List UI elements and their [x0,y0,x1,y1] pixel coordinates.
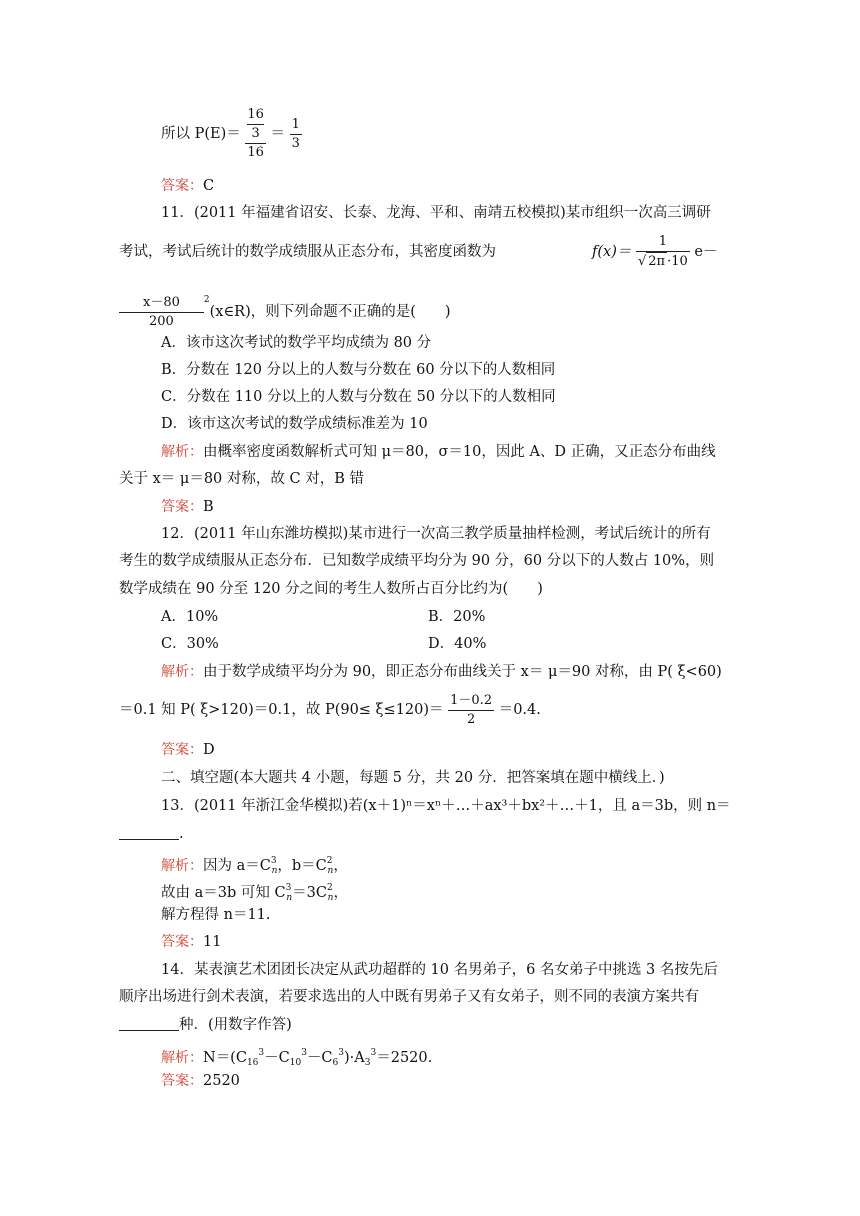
q12-fraction [448,692,494,729]
q13-line2 [119,824,184,844]
q13-analysis-line3: 解方程得 n＝11. [161,907,271,923]
q12-option-d: D．40% [428,636,487,652]
exponent-square: 2 [203,295,210,305]
exponent-fraction [119,294,204,331]
answer-value: D [203,742,215,758]
q11-analysis-line2: 关于 x＝ μ＝80 对称，故 C 对，B 错 [119,471,364,487]
answer-label: 答案： [161,934,203,950]
q11-analysis-line1 [161,442,716,462]
answer-value: C [203,178,215,194]
answer-c-line [161,176,214,196]
q12-line3: 数学成绩在 90 分至 120 分之间的考生人数所占百分比约为( ) [119,581,543,597]
sub: 10 [289,1058,302,1068]
sup: 3 [258,1048,265,1058]
q11-option-a: A．该市这次考试的数学平均成绩为 80 分 [161,335,432,351]
q14-line2: 顺序出场进行剑术表演，若要求选出的人中既有男弟子又有女弟子，则不同的表演方案共有 [119,989,699,1005]
answer-label: 答案： [161,178,203,194]
answer-value: B [203,499,214,515]
exponent-num: x－80 [119,294,204,313]
p-e-prefix: 所以 P(E)＝ [161,126,241,142]
q14-line3-tail: 种．(用数字作答) [179,1017,292,1033]
frac-den: 16 [247,145,264,160]
q12-option-b: B．20% [428,609,486,625]
q12-analysis-text2a: ＝0.1 知 P( ξ>120)＝0.1，故 P(90≤ ξ≤120)＝ [119,702,444,718]
analysis-label: 解析： [161,664,203,680]
sub: n [286,893,293,903]
frac-num-a: 16 [247,106,264,125]
density-fraction [636,233,690,271]
q12-option-a: A．10% [161,609,219,625]
sup: 3 [338,1048,345,1058]
q13-a2-mid: ＝3C [292,885,327,901]
q12-analysis-line1 [161,662,722,682]
one-third-num: 1 [290,116,302,135]
q11-line2-text: 考试，考试后统计的数学成绩服从正态分布，其密度函数为 [119,244,496,260]
density-tail: e－ [694,244,718,260]
q12-frac-den: 2 [466,711,476,727]
q12-answer-line [161,740,215,760]
q13-answer-line [161,932,221,952]
q12-line1: 12．(2011 年山东潍坊模拟)某市进行一次高三教学质量抽样检测，考试后统计的所有 [161,526,711,542]
sup: 2 [326,856,333,866]
q11-option-b: B．分数在 120 分以上的人数与分数在 60 分以下的人数相同 [161,362,556,378]
answer-label: 答案： [161,742,203,758]
q11-analysis-text1: 由概率密度函数解析式可知 μ＝80，σ＝10，因此 A、D 正确，又正态分布曲线 [203,444,716,460]
q14-a1: N＝(C [203,1050,247,1066]
q13-a2-end: ， [333,885,348,901]
q11-line1: 11．(2011 年福建省诏安、长泰、龙海、平和、南靖五校模拟)某市组织一次高三调研 [161,205,711,221]
sub: 6 [332,1058,339,1068]
q14-m1: －C [264,1050,290,1066]
sup: 3 [370,1048,377,1058]
q12-frac-num: 1－0.2 [448,692,494,711]
q12-analysis-line2 [119,690,541,730]
q14-m3: )·A [344,1050,365,1066]
q13-analysis-line2 [161,878,348,908]
exponent-den: 200 [149,313,174,329]
answer-value: 11 [203,934,222,950]
analysis-label: 解析： [161,1050,203,1066]
fx: f(x)＝ [592,244,632,260]
density-den-tail: ·10 [667,254,688,269]
answer-label: 答案： [161,1073,203,1089]
sup: 3 [270,856,277,866]
sup: 2 [326,883,333,893]
sub: n [271,866,278,876]
q14-line1: 14．某表演艺术团团长决定从武功超群的 10 名男弟子，6 名女弟子中挑选 3 名按先后 [161,962,718,978]
q14-analysis-line [161,1043,432,1073]
section-heading: 二、填空题(本大题共 4 小题，每题 5 分，共 20 分．把答案填在题中横线上．) [161,770,665,786]
one-third-fraction [290,116,302,153]
q14-answer-line [161,1071,240,1091]
q11-line2 [119,242,496,262]
sub: n [327,893,334,903]
q14-m2: －C [306,1050,333,1066]
q13-a2: 故由 a＝3b 可知 C [161,885,286,901]
q11-option-c: C．分数在 110 分以上的人数与分数在 50 分以下的人数相同 [161,389,556,405]
q13-analysis-line1 [161,851,348,881]
sub: 3 [364,1058,371,1068]
answer-label: 答案： [161,499,203,515]
q11-line3-tail: (x∈R)，则下列命题不正确的是( ) [209,304,451,320]
q13-line2-tail: . [179,826,184,842]
p-e-line [161,104,302,164]
analysis-label: 解析： [161,858,203,874]
density-num: 1 [636,233,690,252]
answer-blank [119,825,179,840]
compound-fraction [245,106,266,162]
q12-option-c: C．30% [161,636,219,652]
answer-blank [119,1016,179,1031]
q13-line1: 13．(2011 年浙江金华模拟)若(x＋1)ⁿ＝xⁿ＋…＋ax³＋bx²＋…＋1，且 a＝3b，则 n＝ [161,798,731,814]
eq-sign: ＝ [270,126,286,142]
q11-option-d: D．该市这次考试的数学成绩标准差为 10 [161,416,428,432]
q12-analysis-text1: 由于数学成绩平均分为 90，即正态分布曲线关于 x＝ μ＝90 对称，由 P( ξ<60) [203,664,722,680]
q13-a1: 因为 a＝C [203,858,271,874]
sqrt-content: 2π [648,254,666,269]
q11-answer-line [161,497,214,517]
one-third-den: 3 [291,135,300,151]
frac-num-b: 3 [251,126,260,141]
q11-density-formula [592,232,717,272]
q14-line3 [119,1015,292,1035]
sup: 3 [301,1048,307,1058]
density-den: √ 2π ·10 [637,254,688,269]
q13-a1-mid: ，b＝C [277,858,327,874]
q12-line2: 考生的数学成绩服从正态分布．已知数学成绩平均分为 90 分，60 分以下的人数占 10%，则 [119,553,715,569]
analysis-label: 解析： [161,444,203,460]
sub: n [327,866,334,876]
answer-value: 2520 [203,1073,240,1089]
q12-analysis-text2b: ＝0.4. [498,702,541,718]
q14-end: ＝2520. [376,1050,433,1066]
q13-a1-end: ， [333,858,348,874]
sup: 3 [285,883,292,893]
sub: 16 [246,1058,259,1068]
q11-line3 [119,280,451,332]
